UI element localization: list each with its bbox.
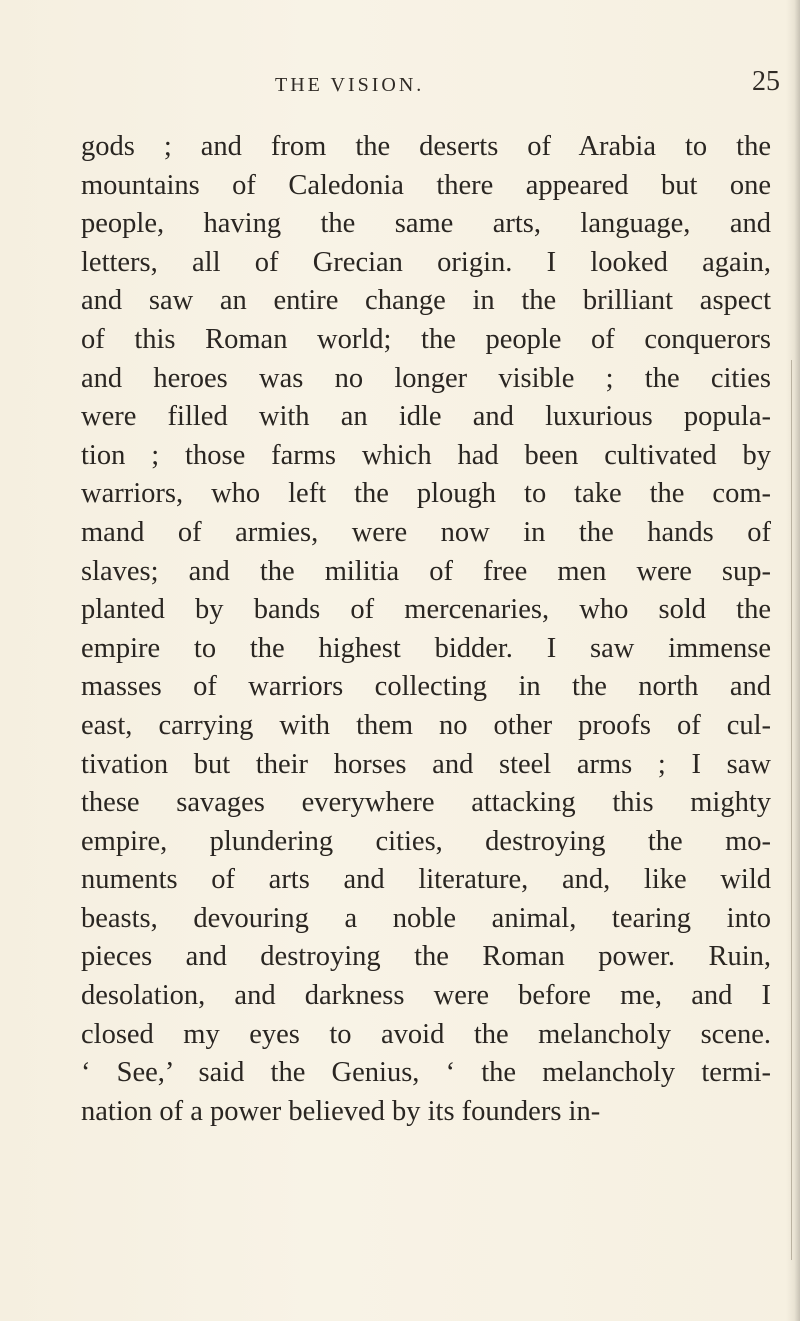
text-line: beasts, devouring a noble animal, tearing into bbox=[81, 902, 771, 934]
text-line: desolation, and darkness were before me, and I bbox=[81, 980, 771, 1012]
text-line: numents of arts and literature, and, like wild bbox=[81, 864, 771, 896]
page-number: 25 bbox=[752, 66, 780, 97]
page-header bbox=[0, 66, 800, 106]
page-edge-line bbox=[791, 360, 792, 1260]
running-head: THE VISION. bbox=[275, 74, 425, 96]
text-line: letters, all of Grecian origin. I looked again, bbox=[81, 246, 771, 278]
text-line: tivation but their horses and steel arms ; I saw bbox=[81, 748, 771, 780]
text-line: closed my eyes to avoid the melancholy scene. bbox=[81, 1018, 771, 1050]
text-line: empire, plundering cities, destroying the mo- bbox=[81, 825, 771, 857]
text-line: gods ; and from the deserts of Arabia to the bbox=[81, 131, 771, 162]
text-line: mountains of Caledonia there appeared but one bbox=[81, 169, 771, 201]
text-line: mand of armies, were now in the hands of bbox=[81, 516, 771, 548]
text-line: people, having the same arts, language, and bbox=[81, 208, 771, 240]
text-line: pieces and destroying the Roman power. Ruin, bbox=[81, 941, 771, 973]
text-line: planted by bands of mercenaries, who sold the bbox=[81, 594, 771, 626]
text-line: and heroes was no longer visible ; the cities bbox=[81, 362, 771, 394]
text-line: nation of a power believed by its founders in- bbox=[81, 1095, 601, 1127]
text-line: of this Roman world; the people of conquerors bbox=[81, 323, 771, 355]
text-line: warriors, who left the plough to take the com- bbox=[81, 478, 771, 510]
text-line: these savages everywhere attacking this mighty bbox=[81, 787, 771, 819]
text-line: slaves; and the militia of free men were sup- bbox=[81, 555, 771, 587]
body-text bbox=[81, 128, 771, 1131]
text-line: masses of warriors collecting in the north and bbox=[81, 671, 771, 703]
text-line: ‘ See,’ said the Genius, ‘ the melancholy termi- bbox=[81, 1057, 771, 1089]
text-line: east, carrying with them no other proofs of cul- bbox=[81, 709, 771, 741]
text-line: tion ; those farms which had been cultivated by bbox=[81, 439, 771, 471]
text-line: empire to the highest bidder. I saw immense bbox=[81, 632, 771, 664]
text-line: and saw an entire change in the brilliant aspect bbox=[81, 285, 771, 317]
page-edge-shadow bbox=[786, 0, 800, 1321]
text-line: were filled with an idle and luxurious popula- bbox=[81, 401, 771, 433]
